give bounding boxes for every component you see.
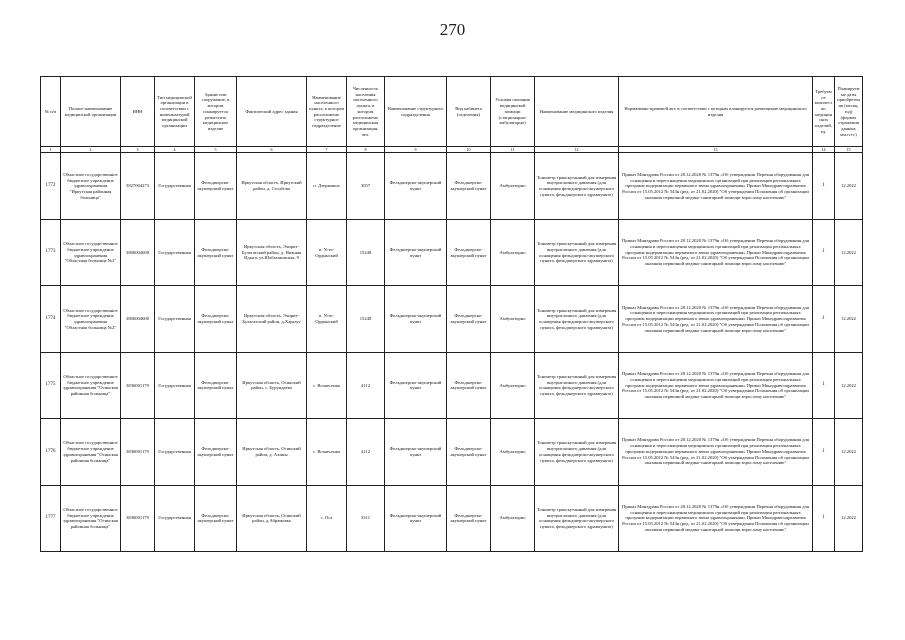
organization-name-cell: Областное государственное бюджетное учреждение здравоохранения "Областная больница №2" [61, 219, 121, 285]
column-number: 8 [347, 147, 385, 153]
settlement-cell: п. Дзержинск [307, 153, 347, 219]
structural-unit-cell: Фельдшерско-акушерский пункт [385, 419, 447, 485]
column-number: 1 [41, 147, 61, 153]
settlement-cell: с. Вознесенка [307, 419, 347, 485]
column-header: Здание или сооружение, в котором планируется разместить медицинское изделие [195, 77, 237, 147]
organization-type-cell: Государственная [155, 352, 195, 418]
column-number: 5 [195, 147, 237, 153]
structural-unit-cell: Фельдшерско-акушерский пункт [385, 286, 447, 352]
purchase-date-cell: 12.2022 [835, 219, 863, 285]
quantity-cell: 1 [813, 485, 835, 552]
legal-act-cell: Приказ Минздрава России от 28.12.2020 № 1379н «Об утверждении Перечня оборудования для оснащения и переоснащения медицинских организаций при реализации региональных программ модернизации первичного звена здравоохранения» Приказ Минздравсоцразвития России от 15.05.2012 № 543н (ред. от 21.02.2020) "Об утверждении Положения об организации оказания первичной медико-санитарной помощи взрослому населению" [619, 485, 813, 552]
settlement-cell: с. Оса [307, 485, 347, 552]
purchase-date-cell: 12.2022 [835, 352, 863, 418]
row-number-cell: 1773 [41, 219, 61, 285]
column-header: Требуемое количество медицинских изделий, ед. [813, 77, 835, 147]
column-header: Численность населения населенного пункта, в котором расположено медицинская организация, чел. [347, 77, 385, 147]
building-cell: Фельдшерско-акушерский пункт [195, 219, 237, 285]
quantity-cell: 1 [813, 352, 835, 418]
row-number-cell: 1775 [41, 352, 61, 418]
building-cell: Фельдшерско-акушерский пункт [195, 286, 237, 352]
inn-cell: 3836001179 [121, 419, 155, 485]
organization-name-cell: Областное государственное бюджетное учреждение здравоохранения "Областная больница №2" [61, 286, 121, 352]
purchase-date-cell: 12.2022 [835, 419, 863, 485]
legal-act-cell: Приказ Минздрава России от 28.12.2020 № 1379н «Об утверждении Перечня оборудования для оснащения и переоснащения медицинских организаций при реализации региональных программ модернизации первичного звена здравоохранения» Приказ Минздравсоцразвития России от 15.05.2012 № 543н (ред. от 21.02.2020) "Об утверждении Положения об организации оказания первичной медико-санитарной помощи взрослому населению" [619, 419, 813, 485]
inn-cell: 3836001179 [121, 485, 155, 552]
column-number: 6 [237, 147, 307, 153]
medical-device-cell: Тонометр транскутанный для измерения внутриглазного давления (для оснащения фельдшерско-акушерского пункта, фельдшерского здравпункта) [535, 419, 619, 485]
column-header: Вид кабинета (отделения) [447, 77, 491, 147]
quantity-cell: 1 [813, 286, 835, 352]
row-number-cell: 1777 [41, 485, 61, 552]
column-number: 15 [835, 147, 863, 153]
table-row [41, 153, 863, 219]
population-cell: 4112 [347, 352, 385, 418]
address-cell: Иркутская область, Эхирит-Булагатский район, д. Нижняя Идыга, ул.Шабагаковская, 9 [237, 219, 307, 285]
structural-unit-cell: Фельдшерско-акушерский пункт [385, 485, 447, 552]
organization-name-cell: Областное государственное бюджетное учреждение здравоохранения "Осинская районная больница" [61, 352, 121, 418]
legal-act-cell: Приказ Минздрава России от 28.12.2020 № 1379н «Об утверждении Перечня оборудования для оснащения и переоснащения медицинских организаций при реализации региональных программ модернизации первичного звена здравоохранения» Приказ Минздравсоцразвития России от 15.05.2012 № 543н (ред. от 21.02.2020) "Об утверждении Положения об организации оказания первичной медико-санитарной помощи взрослому населению" [619, 219, 813, 285]
population-cell: 15248 [347, 286, 385, 352]
column-header: Наименование населенного пункта, в котором расположено структурное подразделение [307, 77, 347, 147]
care-conditions-cell: Амбулаторно [491, 419, 535, 485]
inn-cell: 3806004600 [121, 286, 155, 352]
cabinet-type-cell: Фельдшерско-акушерский пункт [447, 485, 491, 552]
population-cell: 4112 [347, 419, 385, 485]
column-number: 11 [491, 147, 535, 153]
cabinet-type-cell: Фельдшерско-акушерский пункт [447, 286, 491, 352]
column-number: 2 [61, 147, 121, 153]
address-cell: Иркутская область, Иркутский район, д. Столбова [237, 153, 307, 219]
purchase-date-cell: 12.2022 [835, 153, 863, 219]
cabinet-type-cell: Фельдшерско-акушерский пункт [447, 153, 491, 219]
population-cell: 3311 [347, 485, 385, 552]
settlement-cell: п. Усть-Ордынский [307, 286, 347, 352]
building-cell: Фельдшерско-акушерский пункт [195, 419, 237, 485]
column-header: Нормативно-правовой акт, в соответствии с которым планируется размещение медицинского изделия [619, 77, 813, 147]
table-row [41, 419, 863, 485]
legal-act-cell: Приказ Минздрава России от 28.12.2020 № 1379н «Об утверждении Перечня оборудования для оснащения и переоснащения медицинских организаций при реализации региональных программ модернизации первичного звена здравоохранения» Приказ Минздравсоцразвития России от 15.05.2012 № 543н (ред. от 21.02.2020) "Об утверждении Положения об организации оказания первичной медико-санитарной помощи взрослому населению" [619, 153, 813, 219]
row-number-cell: 1776 [41, 419, 61, 485]
care-conditions-cell: Амбулаторно [491, 219, 535, 285]
cabinet-type-cell: Фельдшерско-акушерский пункт [447, 352, 491, 418]
building-cell: Фельдшерско-акушерский пункт [195, 352, 237, 418]
legal-act-cell: Приказ Минздрава России от 28.12.2020 № 1379н «Об утверждении Перечня оборудования для оснащения и переоснащения медицинских организаций при реализации региональных программ модернизации первичного звена здравоохранения» Приказ Минздравсоцразвития России от 15.05.2012 № 543н (ред. от 21.02.2020) "Об утверждении Положения об организации оказания первичной медико-санитарной помощи взрослому населению" [619, 286, 813, 352]
medical-device-cell: Тонометр транскутанный для измерения внутриглазного давления (для оснащения фельдшерско-акушерского пункта, фельдшерского здравпункта) [535, 286, 619, 352]
population-cell: 3057 [347, 153, 385, 219]
column-header: Тип медицинской организации в соответствии с номенклатурой медицинской организации [155, 77, 195, 147]
column-header: ИНН [121, 77, 155, 147]
address-cell: Иркутская область, Эхирит-Булагатский район, д.Харазут [237, 286, 307, 352]
quantity-cell: 1 [813, 219, 835, 285]
organization-type-cell: Государственная [155, 485, 195, 552]
table-row [41, 219, 863, 285]
cabinet-type-cell: Фельдшерско-акушерский пункт [447, 219, 491, 285]
inn-cell: 3836001179 [121, 352, 155, 418]
column-header: Фактический адрес здания [237, 77, 307, 147]
structural-unit-cell: Фельдшерско-акушерский пункт [385, 153, 447, 219]
column-header: Наименование медицинского изделия [535, 77, 619, 147]
column-header: Условия оказания медицинской помощи (стационарно/амбулаторно) [491, 77, 535, 147]
structural-unit-cell: Фельдшерско-акушерский пункт [385, 352, 447, 418]
column-number: 7 [307, 147, 347, 153]
column-header: Планируемые даты приобретения (месяц, год) (формат отражения данных мм.гггг.) [835, 77, 863, 147]
settlement-cell: п. Усть-Ордынский [307, 219, 347, 285]
organization-name-cell: Областное государственное бюджетное учреждение здравоохранения "Иркутская районная больница" [61, 153, 121, 219]
address-cell: Иркутская область, Осинский район, д. Ахины [237, 419, 307, 485]
medical-device-cell: Тонометр транскутанный для измерения внутриглазного давления (для оснащения фельдшерско-акушерского пункта, фельдшерского здравпункта) [535, 153, 619, 219]
column-number: 9 [385, 147, 447, 153]
row-number-cell: 1774 [41, 286, 61, 352]
column-number: 10 [447, 147, 491, 153]
address-cell: Иркутская область, Осинский район, д.Абрамовка [237, 485, 307, 552]
care-conditions-cell: Амбулаторно [491, 153, 535, 219]
medical-device-cell: Тонометр транскутанный для измерения внутриглазного давления (для оснащения фельдшерско-акушерского пункта, фельдшерского здравпункта) [535, 485, 619, 552]
table-row [41, 352, 863, 418]
organization-type-cell: Государственная [155, 219, 195, 285]
table-row [41, 485, 863, 552]
organization-type-cell: Государственная [155, 419, 195, 485]
address-cell: Иркутская область, Осинский район, с. Бурундаева [237, 352, 307, 418]
purchase-date-cell: 12.2022 [835, 286, 863, 352]
column-header: Полное наименование медицинской организации [61, 77, 121, 147]
column-header: Наименование структурного подразделения [385, 77, 447, 147]
inn-cell: 3827004273 [121, 153, 155, 219]
equipment-registry-table [40, 76, 863, 552]
column-number: 4 [155, 147, 195, 153]
organization-type-cell: Государственная [155, 286, 195, 352]
table-body [41, 77, 863, 552]
care-conditions-cell: Амбулаторно [491, 286, 535, 352]
organization-name-cell: Областное государственное бюджетное учреждение здравоохранения "Осинская районная больница" [61, 419, 121, 485]
medical-device-cell: Тонометр транскутанный для измерения внутриглазного давления (для оснащения фельдшерско-акушерского пункта, фельдшерского здравпункта) [535, 219, 619, 285]
cabinet-type-cell: Фельдшерско-акушерский пункт [447, 419, 491, 485]
column-number: 13 [619, 147, 813, 153]
organization-type-cell: Государственная [155, 153, 195, 219]
table-row [41, 286, 863, 352]
settlement-cell: с. Вознесенка [307, 352, 347, 418]
page-number: 270 [439, 20, 466, 39]
care-conditions-cell: Амбулаторно [491, 352, 535, 418]
legal-act-cell: Приказ Минздрава России от 28.12.2020 № 1379н «Об утверждении Перечня оборудования для оснащения и переоснащения медицинских организаций при реализации региональных программ модернизации первичного звена здравоохранения» Приказ Минздравсоцразвития России от 15.05.2012 № 543н (ред. от 21.02.2020) "Об утверждении Положения об организации оказания первичной медико-санитарной помощи взрослому населению" [619, 352, 813, 418]
structural-unit-cell: Фельдшерско-акушерский пункт [385, 219, 447, 285]
care-conditions-cell: Амбулаторно [491, 485, 535, 552]
quantity-cell: 1 [813, 419, 835, 485]
population-cell: 15248 [347, 219, 385, 285]
column-number: 12 [535, 147, 619, 153]
header-row [41, 77, 863, 147]
purchase-date-cell: 12.2022 [835, 485, 863, 552]
building-cell: Фельдшерско-акушерский пункт [195, 485, 237, 552]
building-cell: Фельдшерско-акушерский пункт [195, 153, 237, 219]
column-number: 14 [813, 147, 835, 153]
inn-cell: 3806004600 [121, 219, 155, 285]
row-number-cell: 1772 [41, 153, 61, 219]
column-number: 3 [121, 147, 155, 153]
medical-device-cell: Тонометр транскутанный для измерения внутриглазного давления (для оснащения фельдшерско-акушерского пункта, фельдшерского здравпункта) [535, 352, 619, 418]
quantity-cell: 1 [813, 153, 835, 219]
organization-name-cell: Областное государственное бюджетное учреждение здравоохранения "Осинская районная больница" [61, 485, 121, 552]
column-header: № п/п [41, 77, 61, 147]
